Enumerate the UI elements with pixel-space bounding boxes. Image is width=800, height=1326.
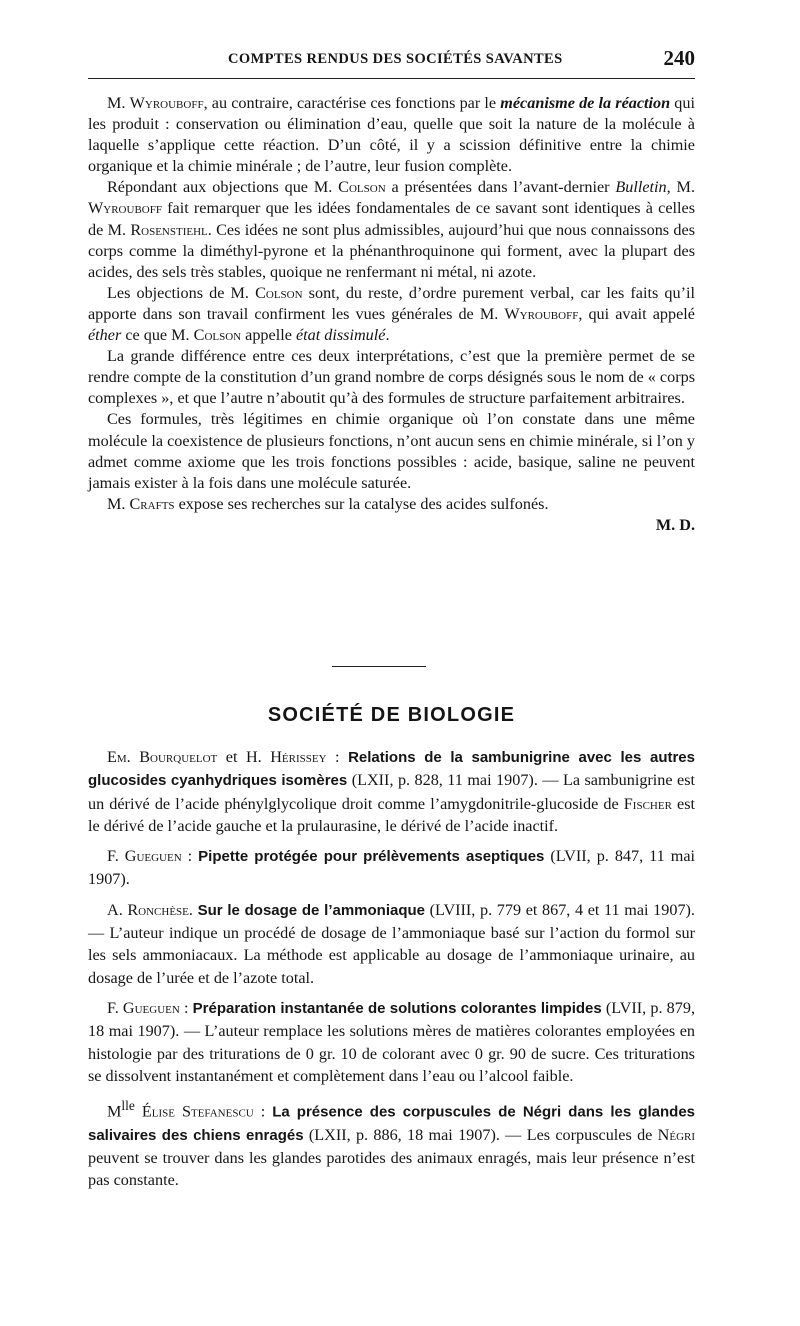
paragraph: Répondant aux objections que M. Colson a présentées dans l’avant-dernier Bulletin, M. Wyrouboff fait remarquer que les idées fondamentales de ce savant sont identiques à celles de M. Rosenstiehl. Ces idées ne sont plus admissibles, aujourd’hui que nous connaissons des corps comme la diméthyl-pyrone et la phénanthroquinone qui forment, avec la plupart des acides, des sels très stables, quoique ne renfermant ni métal, ni azote.	[88, 178, 695, 281]
running-title: COMPTES RENDUS DES SOCIÉTÉS SAVANTES	[228, 51, 563, 67]
author-name: Wyrouboff	[504, 304, 579, 323]
bibliography-entry: A. Ronchèse. Sur le dosage de l’ammoniaque (LVIII, p. 779 et 867, 4 et 11 mai 1907). — L’auteur indique un procédé de dosage de l’ammoniaque basé sur l’action du formol sur les sels ammoniacaux. La méthode est applicable au dosage de l’ammoniaque urinaire, au dosage de l’urée et de l’azote total.	[88, 900, 695, 987]
entry-reference: (LVII, p. 879, 18 mai 1907). —	[88, 998, 695, 1041]
author-name: Colson	[338, 178, 386, 197]
paragraph: M. Crafts expose ses recherches sur la catalyse des acides sulfonés.	[107, 494, 549, 513]
section-divider	[332, 666, 426, 667]
chemistry-report-continuation	[88, 93, 695, 536]
emphasis: Bulletin	[615, 178, 667, 197]
entry-reference: (LXII, p. 828, 11 mai 1907). —	[347, 771, 563, 790]
author-name: Colson	[255, 283, 303, 302]
author-name: Hérissey	[270, 748, 327, 766]
biology-entries	[88, 746, 695, 1200]
bibliography-entry: $M^{lle}$ Élise Stefanescu : La présence des corpuscules de Négri dans les glandes salivaires des chiens enragés (LXII, p. 886, 18 mai 1907). — Les corpuscules de Négri peuvent se trouver dans les glandes parotides des animaux enragés, mais leur présence n’est pas constante.	[88, 1098, 696, 1190]
entry-title: La présence des corpuscules de Négri dans les glandes salivaires des chiens enragés	[88, 1103, 696, 1144]
running-header	[88, 48, 695, 79]
emphasis: état dissimulé	[295, 326, 386, 345]
author-name: Crafts	[129, 494, 175, 513]
entry-reference: (LXII, p. 886, 18 mai 1907). —	[303, 1125, 527, 1144]
author-name: Ronchèse	[127, 900, 189, 919]
author-name: Gueguen	[122, 998, 180, 1017]
entry-title: Préparation instantanée de solutions colorantes limpides	[192, 999, 602, 1017]
author-name: Em. Bourquelot	[107, 748, 218, 766]
author-name: Gueguen	[124, 847, 182, 866]
author-name: Rosenstiehl	[130, 220, 208, 239]
signature: M. D.	[655, 515, 695, 534]
emphasis: éther	[88, 326, 122, 345]
author-name: Fischer	[623, 794, 672, 813]
bibliography-entry: F. Gueguen : Préparation instantanée de solutions colorantes limpides (LVII, p. 879, 18 mai 1907). — L’auteur remplace les solutions mères de matières colorantes employées en histologie par des triturations de 0 gr. 10 de colorant avec 0 gr. 90 de sucre. Ces triturations se dissolvent instantanément et complètement dans l’eau ou l’alcool faible.	[88, 998, 695, 1085]
page-number: 240	[663, 46, 695, 70]
entry-title: Sur le dosage de l’ammoniaque	[197, 901, 426, 919]
paragraph: Les objections de M. Colson sont, du reste, d’ordre purement verbal, car les faits qu’il apporte dans son travail confirment les vues générales de M. Wyrouboff, qui avait appelé éther ce que M. Colson appelle état dissimulé.	[88, 283, 695, 345]
author-name: Élise Stefanescu	[134, 1102, 254, 1121]
entry-title: Relations de la sambunigrine avec les autres glucosides cyanhydriques isomères	[88, 749, 695, 790]
paragraph: M. Wyrouboff, au contraire, caractérise ces fonctions par le mécanisme de la réaction qui les produit : conservation ou élimination d’eau, quelle que soit la nature de la molécule à laquelle s’applique cette réaction. D’un côté, il y a scission définitive entre la chimie organique et la chimie minérale ; de l’autre, leur fusion complète.	[88, 94, 695, 176]
author-name: Wyrouboff	[88, 199, 162, 218]
author-name: Wyrouboff	[129, 94, 204, 112]
entry-reference: (LVIII, p. 779 et 867, 4 et 11 mai 1907). —	[88, 900, 695, 943]
author-name: Colson	[193, 326, 242, 345]
author-name: Négri	[657, 1125, 696, 1144]
paragraph: La grande différence entre ces deux interprétations, c’est que la première permet de se rendre compte de la constitution d’un grand nombre de corps désignés sous le nom de « corps complexes », et que l’autre n’aboutit qu’à des formules de structure parfaitement arbitraires.	[88, 347, 695, 408]
entry-title: Pipette protégée pour prélèvements aseptiques	[198, 848, 545, 866]
emphasis: mécanisme de la réaction	[500, 94, 671, 112]
bibliography-entry: Em. Bourquelot et H. Hérissey : Relations de la sambunigrine avec les autres glucosides cyanhydriques isomères (LXII, p. 828, 11 mai 1907). — La sambunigrine est un dérivé de l’acide phénylglycolique droit comme l’amygdonitrile-glucoside de Fischer est le dérivé de l’acide gauche et la prulaurasine, le dérivé de l’acide inactif.	[88, 748, 696, 835]
section-title: SOCIÉTÉ DE BIOLOGIE	[267, 704, 516, 726]
paragraph: Ces formules, très légitimes en chimie organique où l’on constate dans une même molécule la coexistence de plusieurs fonctions, n’ont aucun sens en chimie minérale, si l’on y admet comme axiome que les trois fonctions possibles : acide, basique, saline ne peuvent jamais exister à la fois dans une molécule saturée.	[88, 410, 695, 492]
bibliography-entry: F. Gueguen : Pipette protégée pour prélèvements aseptiques (LVII, p. 847, 11 mai 1907).	[88, 847, 696, 889]
entry-reference: (LVII, p. 847, 11 mai 1907).	[88, 847, 696, 889]
